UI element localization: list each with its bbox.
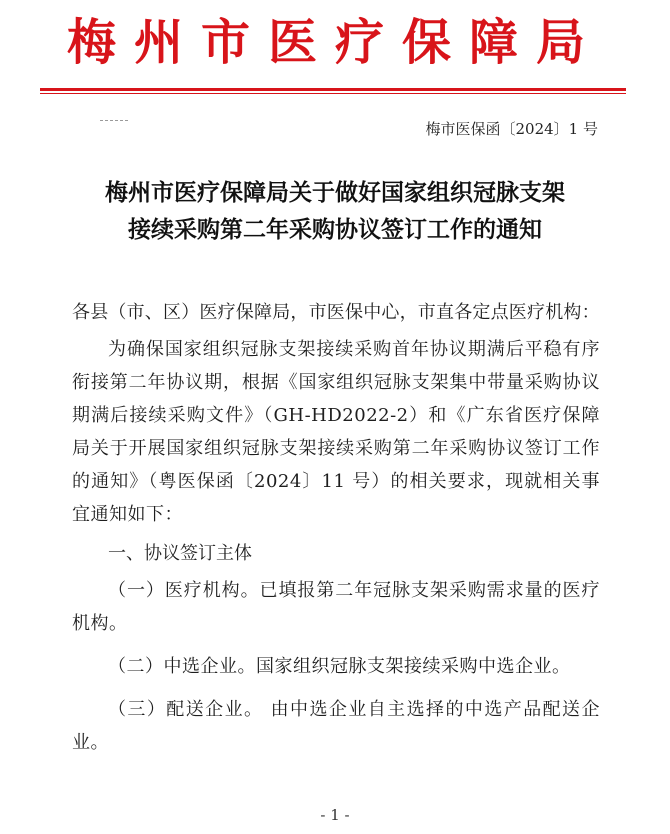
document-title-line-2: 接续采购第二年采购协议签订工作的通知 [128,216,542,243]
salutation: 各县（市、区）医疗保障局，市医保中心，市直各定点医疗机构： [72,302,600,323]
intro-paragraph: 为确保国家组织冠脉支架接续采购首年协议期满后平稳有序衔接第二年协议期，根据《国家组织冠脉支架集中带量采购协议期满后接续采购文件》（GH-HD2022-2）和《广东省医疗保障局关于开展国家组织冠脉支架接续采购第二年采购协议签订工作的通知》（粤医保函〔2024〕11 号）的相关要求，现就相关事宜通知如下： [72,339,600,525]
document-title-line-1: 梅州市医疗保障局关于做好国家组织冠脉支架 [105,179,565,206]
letterhead-red-rule-thin [40,93,626,94]
page-number: - 1 - [320,806,350,824]
letterhead-red-rule [40,88,626,91]
document-body [72,296,600,759]
list-item: （三）配送企业。 由中选企业自主选择的中选产品配送企业。 [72,699,600,753]
document-number: 梅市医保函〔2024〕1 号 [425,120,598,138]
document-title [40,174,630,248]
list-item: （一）医疗机构。已填报第二年冠脉支架采购需求量的医疗机构。 [72,580,600,634]
scan-mark [100,120,128,121]
section-heading: 一、协议签订主体 [108,543,252,564]
list-item: （二）中选企业。国家组织冠脉支架接续采购中选企业。 [108,656,571,677]
letterhead-agency-name: 梅州市医疗保障局 [66,13,603,71]
